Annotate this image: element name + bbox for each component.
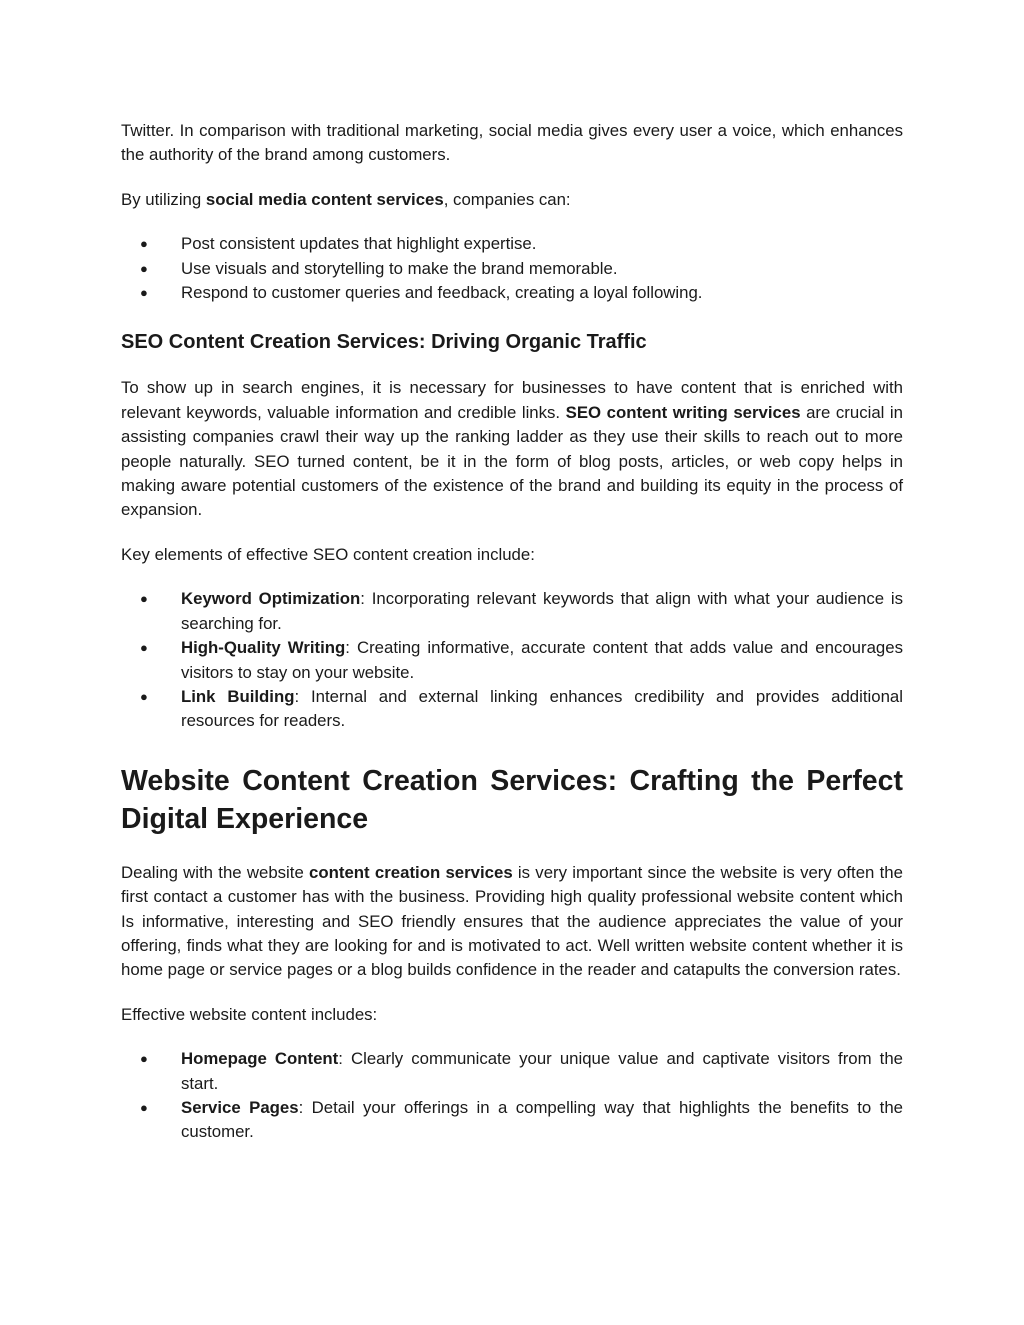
website-bullet-list	[121, 1047, 903, 1145]
bullet-icon: ●	[140, 285, 148, 301]
seo-paragraph-bold: SEO content writing services	[565, 402, 801, 422]
list-item	[121, 232, 903, 256]
seo-paragraph	[121, 376, 903, 522]
bullet-icon: ●	[140, 1051, 148, 1067]
social-bullet-list	[121, 232, 903, 305]
seo-paragraph-part1: To show up in search engines, it is necessary for businesses to have content that is enriched with relevant keywords, valuable information and credible links.	[121, 378, 903, 422]
bullet-icon: ●	[140, 688, 148, 704]
website-heading: Website Content Creation Services: Crafting the Perfect Digital Experience	[121, 764, 903, 835]
website-includes: Effective website content includes:	[121, 1004, 378, 1024]
utilizing-suffix: , companies can:	[443, 189, 571, 209]
bullet-icon: ●	[140, 1099, 148, 1115]
utilizing-bold: social media content services	[205, 189, 444, 209]
list-item-bold: Service Pages	[181, 1097, 299, 1117]
list-item-text: : Internal and external linking enhances credibility and provides additional resources for readers.	[181, 686, 903, 731]
list-item	[121, 1096, 903, 1145]
list-item	[121, 587, 903, 636]
list-item-text: : Clearly communicate your unique value and captivate visitors from the start.	[181, 1049, 903, 1093]
website-paragraph	[121, 861, 903, 983]
list-item-bold: Homepage Content	[181, 1049, 339, 1069]
seo-paragraph-part2: are crucial in assisting companies crawl their way up the ranking ladder as they use their skills to reach out to more people naturally. SEO turned content, be it in the form of blog posts, articles, or web copy helps in making aware potential customers of the existence of the brand and building its equity in the process of expansion.	[121, 402, 903, 520]
document-body	[121, 119, 903, 1145]
list-item-text: : Incorporating relevant keywords that align with what your audience is searching for.	[181, 589, 903, 633]
list-item	[121, 636, 903, 685]
list-item-bold: High-Quality Writing	[181, 638, 346, 658]
bullet-icon: ●	[140, 260, 148, 276]
bullet-icon: ●	[140, 236, 148, 252]
list-item-bold: Link Building	[181, 686, 295, 706]
website-paragraph-part2: is very important since the website is very often the first contact a customer has with the business. Providing high quality professional website content which Is informative, interesting and SEO friendly ensures that the audience appreciates the value of your offering, finds what they are looking for and is motivated to act. Well written website content whether it is home page or service pages or a blog builds confidence in the reader and catapults the conversion rates.	[121, 862, 903, 980]
list-item-text: Respond to customer queries and feedback, creating a loyal following.	[181, 283, 703, 303]
bullet-icon: ●	[140, 640, 148, 656]
list-item	[121, 1047, 903, 1096]
list-item-text: : Creating informative, accurate content that adds value and encourages visitors to stay on your website.	[181, 638, 903, 682]
list-item-text: : Detail your offerings in a compelling way that highlights the benefits to the customer.	[181, 1097, 903, 1142]
list-item-text: Use visuals and storytelling to make the brand memorable.	[181, 258, 618, 278]
utilizing-prefix: By utilizing	[121, 189, 206, 209]
list-item	[121, 685, 903, 734]
seo-bullet-list	[121, 587, 903, 733]
seo-key-elements: Key elements of effective SEO content creation include:	[121, 544, 535, 564]
website-paragraph-bold: content creation services	[309, 862, 513, 882]
list-item	[121, 257, 903, 281]
intro-paragraph: Twitter. In comparison with traditional marketing, social media gives every user a voice, which enhances the authority of the brand among customers.	[121, 121, 903, 165]
list-item-text: Post consistent updates that highlight expertise.	[181, 234, 537, 254]
list-item	[121, 281, 903, 305]
bullet-icon: ●	[140, 591, 148, 607]
list-item-bold: Keyword Optimization	[181, 589, 361, 609]
utilizing-paragraph	[121, 188, 903, 212]
website-paragraph-part1: Dealing with the website	[121, 862, 310, 882]
seo-heading: SEO Content Creation Services: Driving Organic Traffic	[121, 331, 647, 354]
